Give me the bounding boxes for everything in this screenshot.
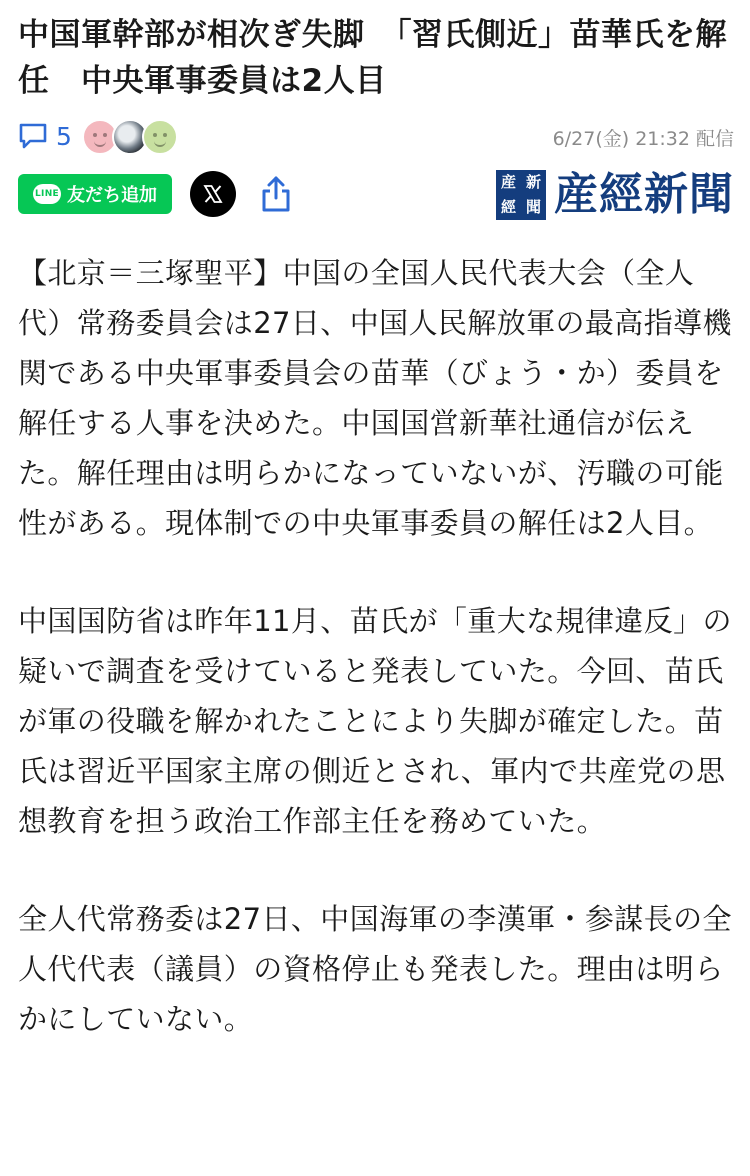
- comment-count: 5: [56, 121, 72, 151]
- share-row: [18, 170, 734, 222]
- article-meta-row: [18, 116, 734, 156]
- publisher-logo[interactable]: [496, 170, 734, 220]
- comment-bubble-icon: [18, 122, 48, 150]
- publisher-name: 産經新聞: [554, 169, 734, 220]
- green-face-reaction-icon: [142, 119, 178, 155]
- reaction-avatars[interactable]: [82, 119, 178, 153]
- share-icon: [259, 174, 293, 214]
- publisher-seal-icon: 産 新 經 聞: [496, 170, 546, 220]
- article-body: [18, 248, 734, 1092]
- publish-timestamp: 6/27(金) 21:32 配信: [552, 128, 734, 150]
- share-button[interactable]: [256, 172, 296, 216]
- article-paragraph: 中国国防省は昨年11月、苗氏が「重大な規律違反」の疑いで調査を受けていると発表していた。今回、苗氏が軍の役職を解かれたことにより失脚が確定した。苗氏は習近平国家主席の側近とされ、軍内で共産党の思想教育を担う政治工作部主任を務めていた。: [18, 604, 732, 838]
- line-add-friend-label: 友だち追加: [67, 185, 157, 206]
- article-paragraph: 【北京＝三塚聖平】中国の全国人民代表大会（全人代）常務委員会は27日、中国人民解放軍の最高指導機関である中央軍事委員会の苗華（びょう・か）委員を解任する人事を決めた。中国国営新華社通信が伝えた。解任理由は明らかになっていないが、汚職の可能性がある。現体制での中央軍事委員の解任は2人目。: [18, 256, 732, 540]
- x-share-button[interactable]: [190, 171, 236, 217]
- x-logo-icon: [202, 183, 224, 205]
- line-add-friend-button[interactable]: [18, 174, 172, 214]
- article-headline: 中国軍幹部が相次ぎ失脚 「習氏側近」苗華氏を解任 中央軍事委員は2人目: [18, 17, 727, 99]
- article-paragraph: 全人代常務委は27日、中国海軍の李漢軍・参謀長の全人代代表（議員）の資格停止も発表した。理由は明らかにしていない。: [18, 902, 732, 1036]
- comments-link[interactable]: [18, 116, 72, 156]
- line-icon: LINE: [33, 184, 61, 204]
